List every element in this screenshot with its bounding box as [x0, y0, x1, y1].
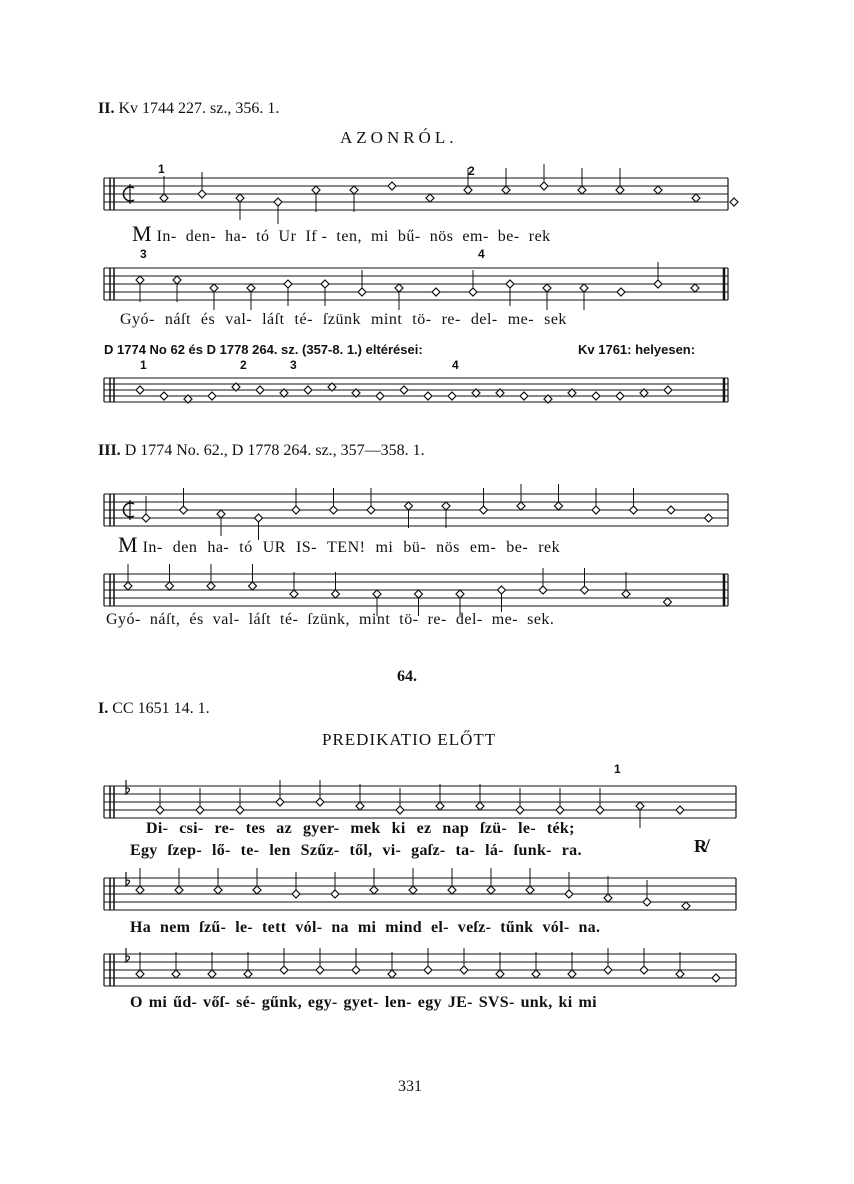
lyric-syllable: Gyó- [106, 611, 141, 628]
lyric-syllable: JE- [447, 994, 473, 1011]
note-head [292, 890, 300, 898]
note-head [526, 886, 534, 894]
lyric-line [146, 820, 586, 838]
lyric-syllable: tö- [412, 311, 432, 328]
lyric-syllable: ha- [225, 228, 248, 245]
lyric-syllable: tes [245, 820, 266, 837]
lyric-syllable: gyer- [302, 820, 340, 837]
lyric-line [120, 311, 577, 329]
lyric-syllable: em- [462, 228, 489, 245]
lyric-syllable: vól- [295, 919, 323, 936]
note-head [217, 510, 225, 518]
note-head [276, 798, 284, 806]
lyric-syllable: láſt [248, 611, 272, 628]
note-head [604, 966, 612, 974]
variants-label: D 1774 No 62 és D 1778 264. sz. (357-8. 1.) eltérései: [104, 342, 423, 357]
variant-staff [0, 370, 854, 410]
lyric-line [130, 842, 592, 860]
lyric-syllable: gyet- [343, 994, 379, 1011]
lyric-syllable: ſzünk [322, 311, 361, 328]
lyric-syllable: bű- [397, 228, 421, 245]
note-head [480, 506, 488, 514]
note-head [555, 502, 563, 510]
note-head [456, 590, 464, 598]
note-head [304, 386, 312, 394]
note-head [358, 288, 366, 296]
lyric-syllable: em- [469, 539, 497, 556]
note-head [331, 890, 339, 898]
note-head [274, 198, 282, 206]
note-head [198, 190, 206, 198]
lyric-syllable: del- [455, 611, 483, 628]
lyric-syllable: mi [375, 539, 394, 556]
lyric-syllable: ki [391, 820, 406, 837]
hymn-number: 64. [397, 668, 417, 685]
flat-icon [126, 872, 130, 886]
lyric-syllable: den- [185, 228, 217, 245]
lyric-syllable: té- [280, 611, 299, 628]
hymn-title: PREDIKATIO ELŐTT [322, 730, 497, 749]
note-head [539, 586, 547, 594]
lyric-syllable: nem [160, 919, 191, 936]
initial-letter: M [118, 532, 139, 557]
lyric-syllable: sek [544, 311, 567, 328]
variant-number: 1 [140, 358, 147, 372]
lyric-syllable: TEN! [327, 539, 366, 556]
lyric-syllable: le- [518, 820, 536, 837]
lyric-syllable: val- [225, 311, 253, 328]
lyric-syllable: nös [436, 539, 460, 556]
note-head [180, 506, 188, 514]
lyric-syllable: náſt, [149, 611, 181, 628]
note-head [496, 970, 504, 978]
lyric-syllable: ték; [546, 820, 575, 837]
lyric-syllable: egy [417, 994, 442, 1011]
note-head [664, 598, 672, 606]
page-number: 331 [398, 1078, 422, 1095]
lyric-line [130, 919, 609, 937]
note-head [664, 386, 672, 394]
lyric-line [118, 532, 570, 558]
source-text: CC 1651 14. 1. [112, 700, 210, 717]
source-text: D 1774 No. 62., D 1778 264. sz., 357—358. 1. [124, 442, 425, 459]
note-head [395, 284, 403, 292]
variant-number: 3 [290, 358, 297, 372]
lyric-syllable: mi [357, 919, 377, 936]
note-head [142, 514, 150, 522]
note-head [640, 966, 648, 974]
note-head [255, 514, 263, 522]
note-head [592, 392, 600, 400]
lyric-syllable: Egy [130, 842, 158, 859]
note-head [616, 186, 624, 194]
lyric-syllable: gaſz- [411, 842, 446, 859]
lyric-syllable: den [172, 539, 198, 556]
lyric-syllable: tó [256, 228, 270, 245]
note-head [516, 806, 524, 814]
note-head [396, 806, 404, 814]
note-head [448, 392, 456, 400]
lyric-syllable: Szűz- [300, 842, 340, 859]
lyric-syllable: egy- [307, 994, 338, 1011]
lyric-syllable: In- [156, 228, 177, 245]
note-head [290, 590, 298, 598]
lyric-syllable: me- [491, 611, 519, 628]
lyric-syllable: tó [239, 539, 253, 556]
note-head [667, 506, 675, 514]
note-head [332, 590, 340, 598]
music-staff [0, 160, 854, 220]
music-staff [0, 940, 854, 1000]
note-head [636, 802, 644, 810]
lyric-syllable: ſunk- [513, 842, 552, 859]
lyric-syllable: Ha [130, 919, 152, 936]
variant-number: 2 [240, 358, 247, 372]
music-staff [0, 250, 854, 310]
lyric-syllable: ra. [561, 842, 582, 859]
lyric-syllable: bü- [403, 539, 427, 556]
kv-correct-label: Kv 1761: helyesen: [578, 342, 696, 357]
source-heading-ii [98, 100, 279, 118]
note-head [160, 194, 168, 202]
lyric-syllable: lő- [211, 842, 231, 859]
lyric-line [130, 994, 603, 1012]
lyric-syllable: tö- [399, 611, 419, 628]
lyric-syllable: sé- [236, 994, 256, 1011]
verse-number: 4 [478, 247, 485, 261]
lyric-syllable: del- [470, 311, 498, 328]
source-heading-iii [98, 442, 425, 460]
lyric-syllable: IS- [295, 539, 318, 556]
lyric-syllable: mi [148, 994, 168, 1011]
source-text: Kv 1744 227. sz., 356. 1. [118, 100, 280, 117]
note-head [682, 902, 690, 910]
lyric-syllable: té- [294, 311, 313, 328]
response-mark: R̸ [694, 836, 708, 856]
note-head [676, 970, 684, 978]
note-head [208, 392, 216, 400]
note-head [214, 886, 222, 894]
lyric-syllable: re- [214, 820, 235, 837]
note-head [436, 802, 444, 810]
note-head [370, 886, 378, 894]
note-head [654, 186, 662, 194]
lyric-syllable: re- [441, 311, 461, 328]
note-head [498, 586, 506, 594]
note-head [630, 506, 638, 514]
lyric-syllable: mind [385, 919, 422, 936]
lyric-syllable: től, [349, 842, 373, 859]
note-head [236, 806, 244, 814]
note-head [247, 284, 255, 292]
lyric-syllable: mint [358, 611, 391, 628]
note-head [604, 894, 612, 902]
lyric-syllable: If - [305, 228, 328, 245]
lyric-syllable: mek [350, 820, 381, 837]
lyric-syllable: láſt [262, 311, 285, 328]
section-roman: II. [98, 100, 115, 117]
note-head [388, 970, 396, 978]
lyric-syllable: el- [430, 919, 449, 936]
note-head [330, 506, 338, 514]
note-head [136, 886, 144, 894]
note-head [469, 288, 477, 296]
note-head [415, 590, 423, 598]
lyric-syllable: na [331, 919, 349, 936]
note-head [388, 182, 396, 190]
lyric-syllable: Ur [278, 228, 297, 245]
lyric-syllable: rek [528, 228, 551, 245]
verse-number: 3 [140, 247, 147, 261]
lyric-syllable: és [189, 611, 204, 628]
note-head [487, 886, 495, 894]
lyric-syllable: és [200, 311, 216, 328]
lyric-syllable: In- [142, 539, 163, 556]
lyric-syllable: le- [235, 919, 254, 936]
note-head [253, 886, 261, 894]
note-head [448, 886, 456, 894]
note-head [208, 970, 216, 978]
note-head [424, 966, 432, 974]
lyric-syllable: Gyó- [120, 311, 155, 328]
note-head [207, 582, 215, 590]
lyric-syllable: unk, [520, 994, 553, 1011]
note-head [578, 186, 586, 194]
verse-number: 1 [158, 162, 165, 176]
note-head [476, 802, 484, 810]
note-head [210, 284, 218, 292]
lyric-syllable: vi- [382, 842, 402, 859]
note-head [464, 186, 472, 194]
variant-number: 4 [452, 358, 459, 372]
note-head [520, 392, 528, 400]
lyric-line [132, 221, 560, 247]
lyric-syllable: űd- [173, 994, 198, 1011]
note-head [373, 590, 381, 598]
note-head [284, 280, 292, 288]
lyric-syllable: tűnk [500, 919, 534, 936]
note-head [424, 392, 432, 400]
lyric-syllable: UR [262, 539, 286, 556]
lyric-syllable: te- [240, 842, 260, 859]
note-head [376, 392, 384, 400]
note-head [160, 392, 168, 400]
music-staff [0, 480, 854, 540]
lyric-syllable: na. [578, 919, 601, 936]
flat-icon [126, 948, 130, 962]
note-head [367, 506, 375, 514]
note-head [166, 582, 174, 590]
lyric-syllable: sek. [527, 611, 555, 628]
note-head [196, 806, 204, 814]
lyric-syllable: re- [427, 611, 447, 628]
lyric-syllable: ſzü- [480, 820, 508, 837]
lyric-syllable: ha- [207, 539, 230, 556]
note-head [405, 502, 413, 510]
source-heading-64 [98, 700, 210, 718]
note-head [622, 590, 630, 598]
note-head [256, 386, 264, 394]
note-head [350, 186, 358, 194]
note-head [565, 890, 573, 898]
note-head [356, 802, 364, 810]
flat-icon [126, 780, 130, 794]
note-head [617, 288, 625, 296]
note-head [136, 386, 144, 394]
lyric-syllable: ki [558, 994, 573, 1011]
lyric-syllable: ez [416, 820, 432, 837]
note-head [730, 198, 738, 206]
lyric-syllable: len [269, 842, 291, 859]
note-head [643, 898, 651, 906]
note-head [705, 514, 713, 522]
note-head [580, 284, 588, 292]
note-head [136, 276, 144, 284]
note-head [352, 966, 360, 974]
lyric-syllable: vól- [542, 919, 570, 936]
lyric-syllable: gűnk, [261, 994, 302, 1011]
section-roman: III. [98, 442, 121, 459]
note-head [442, 502, 450, 510]
lyric-syllable: be- [497, 228, 520, 245]
note-head [172, 970, 180, 978]
note-head [556, 806, 564, 814]
note-head [244, 970, 252, 978]
note-head [321, 280, 329, 288]
lyric-syllable: me- [507, 311, 535, 328]
note-head [502, 186, 510, 194]
initial-letter: M [132, 221, 153, 246]
note-head [124, 582, 132, 590]
note-head [460, 966, 468, 974]
note-head [280, 966, 288, 974]
lyric-syllable: SVS- [478, 994, 515, 1011]
lyric-syllable: ſzű- [199, 919, 227, 936]
lyric-syllable: náſt [164, 311, 191, 328]
note-head [292, 506, 300, 514]
note-head [654, 280, 662, 288]
lyric-syllable: mint [370, 311, 403, 328]
note-head [175, 886, 183, 894]
note-head [543, 284, 551, 292]
lyric-syllable: mi [578, 994, 597, 1011]
lyric-syllable: rek [538, 539, 561, 556]
lyric-syllable: len- [384, 994, 412, 1011]
note-head [676, 806, 684, 814]
note-head [517, 502, 525, 510]
lyric-syllable: csi- [179, 820, 204, 837]
hymn-title: AZONRÓL. [340, 128, 458, 147]
lyric-syllable: ſzünk, [307, 611, 350, 628]
lyric-syllable: veſz- [457, 919, 492, 936]
note-head [692, 194, 700, 202]
note-head [236, 194, 244, 202]
lyric-line [106, 611, 563, 629]
note-head [156, 806, 164, 814]
note-head [581, 586, 589, 594]
lyric-syllable: Di- [146, 820, 169, 837]
note-head [691, 284, 699, 292]
lyric-syllable: ſzep- [167, 842, 202, 859]
verse-number: 1 [614, 762, 621, 776]
note-head [136, 970, 144, 978]
lyric-syllable: tett [262, 919, 287, 936]
note-head [316, 966, 324, 974]
lyric-syllable: ten, [336, 228, 362, 245]
note-head [432, 288, 440, 296]
lyric-syllable: val- [212, 611, 240, 628]
lyric-syllable: lá- [485, 842, 504, 859]
note-head [540, 182, 548, 190]
verse-number: 2 [468, 164, 475, 178]
note-head [316, 798, 324, 806]
note-head [312, 186, 320, 194]
note-head [712, 974, 720, 982]
section-roman: I. [98, 700, 109, 717]
note-head [532, 970, 540, 978]
note-head [249, 582, 257, 590]
lyric-syllable: nap [442, 820, 470, 837]
lyric-syllable: vőſ- [203, 994, 231, 1011]
lyric-syllable: O [130, 994, 143, 1011]
note-head [426, 194, 434, 202]
note-head [568, 970, 576, 978]
note-head [400, 386, 408, 394]
lyric-syllable: nös [429, 228, 454, 245]
lyric-syllable: az [276, 820, 292, 837]
note-head [409, 886, 417, 894]
note-head [596, 806, 604, 814]
note-head [173, 276, 181, 284]
note-head [616, 392, 624, 400]
lyric-syllable: ta- [455, 842, 476, 859]
lyric-syllable: mi [370, 228, 389, 245]
note-head [592, 506, 600, 514]
music-staff [0, 862, 854, 922]
lyric-syllable: be- [506, 539, 529, 556]
note-head [506, 280, 514, 288]
